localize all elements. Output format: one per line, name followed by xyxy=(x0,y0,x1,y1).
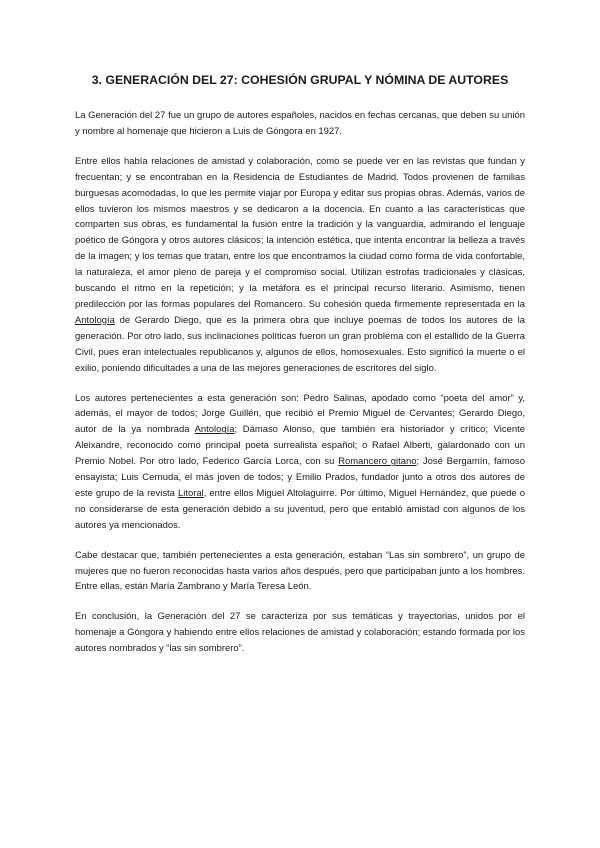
antologia-title: Antología xyxy=(75,314,115,326)
antologia-title-2: Antología xyxy=(194,424,235,436)
romancero-gitano-title: Romancero gitano xyxy=(338,456,417,468)
paragraph-intro: La Generación del 27 fue un grupo de autores españoles, nacidos en fechas cercanas, que deben su unión y nombre al homenaje que hicieron a Luis de Góngora en 1927. xyxy=(75,110,525,137)
paragraph-authors-text-a: Los autores pertenecientes a esta generación son: Pedro Salinas, apodado como “poeta del amor” y, además, el mayor de todos; Jorge Guillén, que recibió el Premio Miguel de Cervantes; Gerardo Diego, autor de la ya nombrada xyxy=(75,392,525,436)
paragraph-cohesion xyxy=(75,154,525,377)
paragraph-authors xyxy=(75,391,525,534)
paragraph-sin-sombrero: Cabe destacar que, también pertenecientes a esta generación, estaban “Las sin sombrero”, un grupo de mujeres que no fueron reconocidas hasta varios años después, pero que participaban junto a los hombres. Entre ellas, están María Zambrano y María Teresa León. xyxy=(75,549,525,593)
paragraph-authors-text-c: ; José Bergamín, famoso ensayista; Luis Cernuda, el más joven de todos; y Emilio Prados, fundador junto a otros dos autores de este grupo de la revista xyxy=(75,456,525,499)
paragraph-authors-text-b: ; Dámaso Alonso, que también era historiador y crítico; Vicente Aleixandre, reconocido como principal poeta surrealista español; o Rafael Alberti, galardonado con un Premio Nobel. Por otro lado, Federico García Lorca, con su xyxy=(75,424,525,468)
paragraph-conclusion: En conclusión, la Generación del 27 se caracteriza por sus temáticas y trayectorias, unidos por el homenaje a Góngora y habiendo entre ellos relaciones de amistad y colaboración; estando formada por los autores nombrados y “las sin sombrero”. xyxy=(75,611,525,655)
litoral-title: Litoral xyxy=(177,487,204,499)
paragraph-authors-text-d: , entre ellos Miguel Altolaguirre. Por último, Miguel Hernández, que puede o no considerarse de esta generación debido a su juventud, pero que entabló amistad con algunos de los autores ya mencionados. xyxy=(75,487,525,531)
document-title: 3. GENERACIÓN DEL 27: COHESIÓN GRUPAL Y NÓMINA DE AUTORES xyxy=(91,73,509,87)
paragraph-cohesion-text-b: de Gerardo Diego, que es la primera obra que incluye poemas de todos los autores de la generación. Por otro lado, sus inclinaciones políticas fueron un gran problema con el estallido de la Guerra Civil, pues eran intelectuales republicanos y, algunos de ellos, homosexuales. Esto significó la muerte o el exilio, poniendo dificultades a una de las mejores generaciones de escritores del siglo. xyxy=(75,314,525,374)
paragraph-cohesion-text-a: Entre ellos había relaciones de amistad y colaboración, como se puede ver en las revistas que fundan y frecuentan; y se encontraban en la Residencia de Estudiantes de Madrid. Todos provienen de familias burguesas acomodadas, lo que les permite viajar por Europa y editar sus propias obras. Además, varios de ellos tuvieron los mismos maestros y se dedicaron a la docencia. En cuanto a las características que comparten sus obras, es fundamental la fusión entre la tradición y la vanguardia, admirando el lenguaje poético de Góngora y otros autores clásicos; la intención estética, que intenta encontrar la belleza a través de la imagen; y los temas que tratan, entre los que encontramos la ciudad como forma de vida confortable, la naturaleza, el amor pleno de pareja y el compromiso social. Utilizan estrofas tradicionales y clásicas, buscando el ritmo en la repetición; y la metáfora es el principal recurso literario. Asimismo, tienen predilección por las formas populares del Romancero. Su cohesión queda firmemente representada en la xyxy=(75,155,525,310)
